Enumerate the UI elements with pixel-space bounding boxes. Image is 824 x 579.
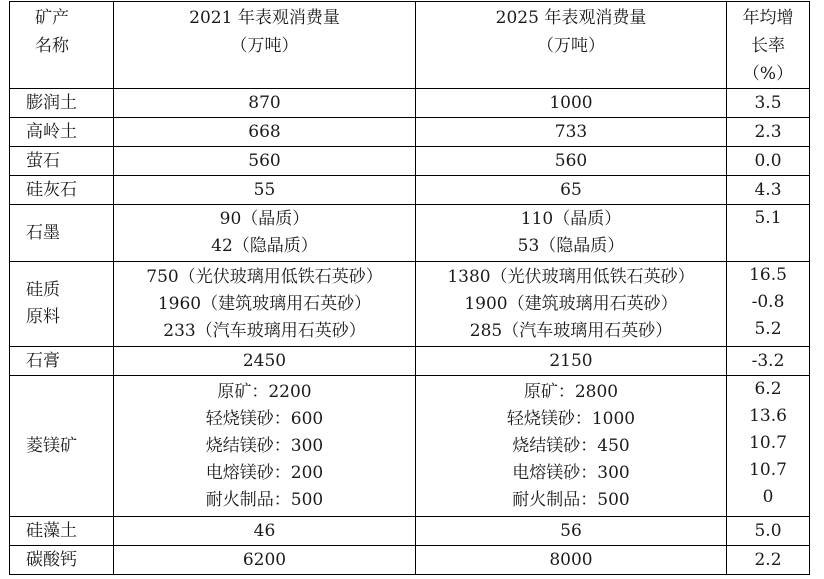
cell-mineral-name bbox=[10, 147, 114, 176]
cell-text: 46 bbox=[253, 520, 276, 541]
cell-2021-value bbox=[114, 89, 416, 118]
cell-text: 烧结镁砂：300 bbox=[205, 435, 324, 456]
cell-text: 55 bbox=[253, 179, 276, 200]
cell-text: 6.2 bbox=[754, 379, 782, 399]
cell-text: 轻烧镁砂：600 bbox=[205, 408, 324, 429]
cell-growth-rate bbox=[727, 89, 810, 118]
header-text: 2021 年表观消费量 bbox=[189, 8, 340, 28]
cell-text: 0 bbox=[762, 487, 774, 507]
cell-text: 高岭土 bbox=[26, 121, 77, 142]
cell-text: 轻烧镁砂：1000 bbox=[506, 408, 636, 429]
cell-growth-rate bbox=[727, 376, 810, 517]
cell-2025-value bbox=[416, 205, 727, 262]
cell-text: 1000 bbox=[549, 92, 593, 113]
cell-2025-value bbox=[416, 176, 727, 205]
cell-text: 53（隐晶质） bbox=[517, 236, 625, 256]
cell-2021-value bbox=[114, 376, 416, 517]
mineral-consumption-table bbox=[9, 1, 810, 575]
cell-text: 2.3 bbox=[754, 121, 782, 142]
cell-2021-value bbox=[114, 147, 416, 176]
table-row bbox=[10, 176, 810, 205]
cell-growth-rate bbox=[727, 262, 810, 347]
cell-text bbox=[727, 232, 809, 259]
cell-2025-value bbox=[416, 147, 727, 176]
cell-text: 3.5 bbox=[754, 92, 782, 113]
cell-2021-value bbox=[114, 176, 416, 205]
cell-text: 硅灰石 bbox=[26, 179, 77, 200]
table-row bbox=[10, 376, 810, 517]
cell-text: 10.7 bbox=[749, 460, 787, 480]
cell-text: 668 bbox=[248, 121, 281, 142]
header-annual-growth-rate bbox=[727, 2, 810, 89]
cell-text: 5.0 bbox=[754, 520, 782, 541]
cell-text: 萤石 bbox=[26, 150, 60, 171]
cell-text: 10.7 bbox=[749, 433, 787, 453]
consumption-table-container bbox=[9, 1, 810, 575]
cell-2021-value bbox=[114, 517, 416, 546]
cell-text: 560 bbox=[554, 150, 588, 171]
cell-2025-value bbox=[416, 262, 727, 347]
cell-text: 1960（建筑玻璃用石英砂） bbox=[157, 293, 372, 314]
cell-text: 90（晶质） bbox=[219, 209, 310, 229]
cell-text: 电熔镁砂：200 bbox=[205, 462, 324, 483]
cell-text: 13.6 bbox=[749, 406, 787, 426]
cell-text: 碳酸钙 bbox=[26, 549, 77, 570]
cell-2021-value bbox=[114, 205, 416, 262]
cell-text: 110（晶质） bbox=[520, 209, 622, 229]
cell-text: 原矿：2200 bbox=[217, 381, 312, 402]
cell-growth-rate bbox=[727, 176, 810, 205]
cell-2021-value bbox=[114, 118, 416, 147]
cell-text: 8000 bbox=[549, 549, 593, 570]
header-text: （%） bbox=[742, 64, 794, 84]
cell-text: 750（光伏玻璃用低铁石英砂） bbox=[146, 266, 383, 287]
header-text: 名称 bbox=[35, 36, 69, 56]
table-row bbox=[10, 517, 810, 546]
cell-text: 原料 bbox=[26, 307, 60, 327]
cell-2025-value bbox=[416, 118, 727, 147]
cell-text: 烧结镁砂：450 bbox=[512, 435, 630, 456]
cell-mineral-name bbox=[10, 89, 114, 118]
cell-text: 石墨 bbox=[26, 222, 60, 243]
cell-mineral-name bbox=[10, 176, 114, 205]
cell-text: 硅藻土 bbox=[26, 520, 77, 541]
cell-2025-value bbox=[416, 517, 727, 546]
cell-text: 16.5 bbox=[749, 265, 787, 285]
table-row bbox=[10, 118, 810, 147]
cell-text: 285（汽车玻璃用石英砂） bbox=[469, 320, 673, 341]
cell-text: 耐火制品：500 bbox=[512, 489, 630, 510]
header-2025-consumption bbox=[416, 2, 727, 89]
cell-text: -3.2 bbox=[751, 350, 785, 371]
table-row bbox=[10, 147, 810, 176]
header-text: 长率 bbox=[751, 36, 785, 56]
cell-mineral-name bbox=[10, 376, 114, 517]
cell-mineral-name bbox=[10, 517, 114, 546]
cell-2021-value bbox=[114, 262, 416, 347]
cell-text: 4.3 bbox=[754, 179, 782, 200]
cell-text: 石膏 bbox=[26, 350, 60, 371]
cell-text: 560 bbox=[248, 150, 281, 171]
cell-mineral-name bbox=[10, 546, 114, 575]
cell-mineral-name bbox=[10, 347, 114, 376]
cell-growth-rate bbox=[727, 347, 810, 376]
cell-text: 1380（光伏玻璃用低铁石英砂） bbox=[447, 266, 695, 287]
cell-text: 原矿：2800 bbox=[523, 381, 619, 402]
cell-text: 电熔镁砂：300 bbox=[512, 462, 630, 483]
cell-text: 65 bbox=[560, 179, 582, 200]
cell-text: 2450 bbox=[242, 350, 287, 371]
cell-text: 733 bbox=[554, 121, 588, 142]
header-text: （万吨） bbox=[537, 36, 605, 56]
cell-2021-value bbox=[114, 546, 416, 575]
cell-2025-value bbox=[416, 376, 727, 517]
cell-growth-rate bbox=[727, 517, 810, 546]
cell-2025-value bbox=[416, 89, 727, 118]
cell-2025-value bbox=[416, 546, 727, 575]
table-row bbox=[10, 347, 810, 376]
cell-text: 膨润土 bbox=[26, 92, 77, 113]
cell-text: 5.2 bbox=[754, 319, 782, 339]
cell-text: 6200 bbox=[242, 549, 287, 570]
cell-text: 56 bbox=[560, 520, 582, 541]
cell-text: 硅质 bbox=[26, 280, 60, 300]
header-text: 年均增 bbox=[742, 8, 794, 28]
cell-text: 2.2 bbox=[754, 549, 782, 570]
table-row bbox=[10, 262, 810, 347]
cell-text: -0.8 bbox=[751, 292, 785, 312]
header-text: 矿产 bbox=[35, 8, 69, 28]
table-row bbox=[10, 89, 810, 118]
header-2021-consumption bbox=[114, 2, 416, 89]
cell-growth-rate bbox=[727, 118, 810, 147]
cell-growth-rate bbox=[727, 147, 810, 176]
cell-mineral-name bbox=[10, 205, 114, 262]
cell-2021-value bbox=[114, 347, 416, 376]
cell-text: 42（隐晶质） bbox=[211, 236, 318, 256]
cell-mineral-name bbox=[10, 118, 114, 147]
cell-text: 菱镁矿 bbox=[26, 435, 77, 456]
cell-text: 耐火制品：500 bbox=[205, 489, 324, 510]
cell-text: 2150 bbox=[549, 350, 593, 371]
header-mineral-name bbox=[10, 2, 114, 89]
cell-text: 233（汽车玻璃用石英砂） bbox=[163, 320, 366, 341]
cell-text: 870 bbox=[248, 92, 281, 113]
cell-text: 5.1 bbox=[754, 208, 782, 228]
cell-text: 0.0 bbox=[754, 150, 782, 171]
cell-growth-rate bbox=[727, 205, 810, 262]
table-header-row bbox=[10, 2, 810, 89]
cell-growth-rate bbox=[727, 546, 810, 575]
table-row bbox=[10, 546, 810, 575]
cell-text: 1900（建筑玻璃用石英砂） bbox=[464, 293, 678, 314]
header-text: （万吨） bbox=[230, 36, 299, 56]
header-text: 2025 年表观消费量 bbox=[495, 8, 647, 28]
cell-mineral-name bbox=[10, 262, 114, 347]
table-row bbox=[10, 205, 810, 262]
cell-2025-value bbox=[416, 347, 727, 376]
